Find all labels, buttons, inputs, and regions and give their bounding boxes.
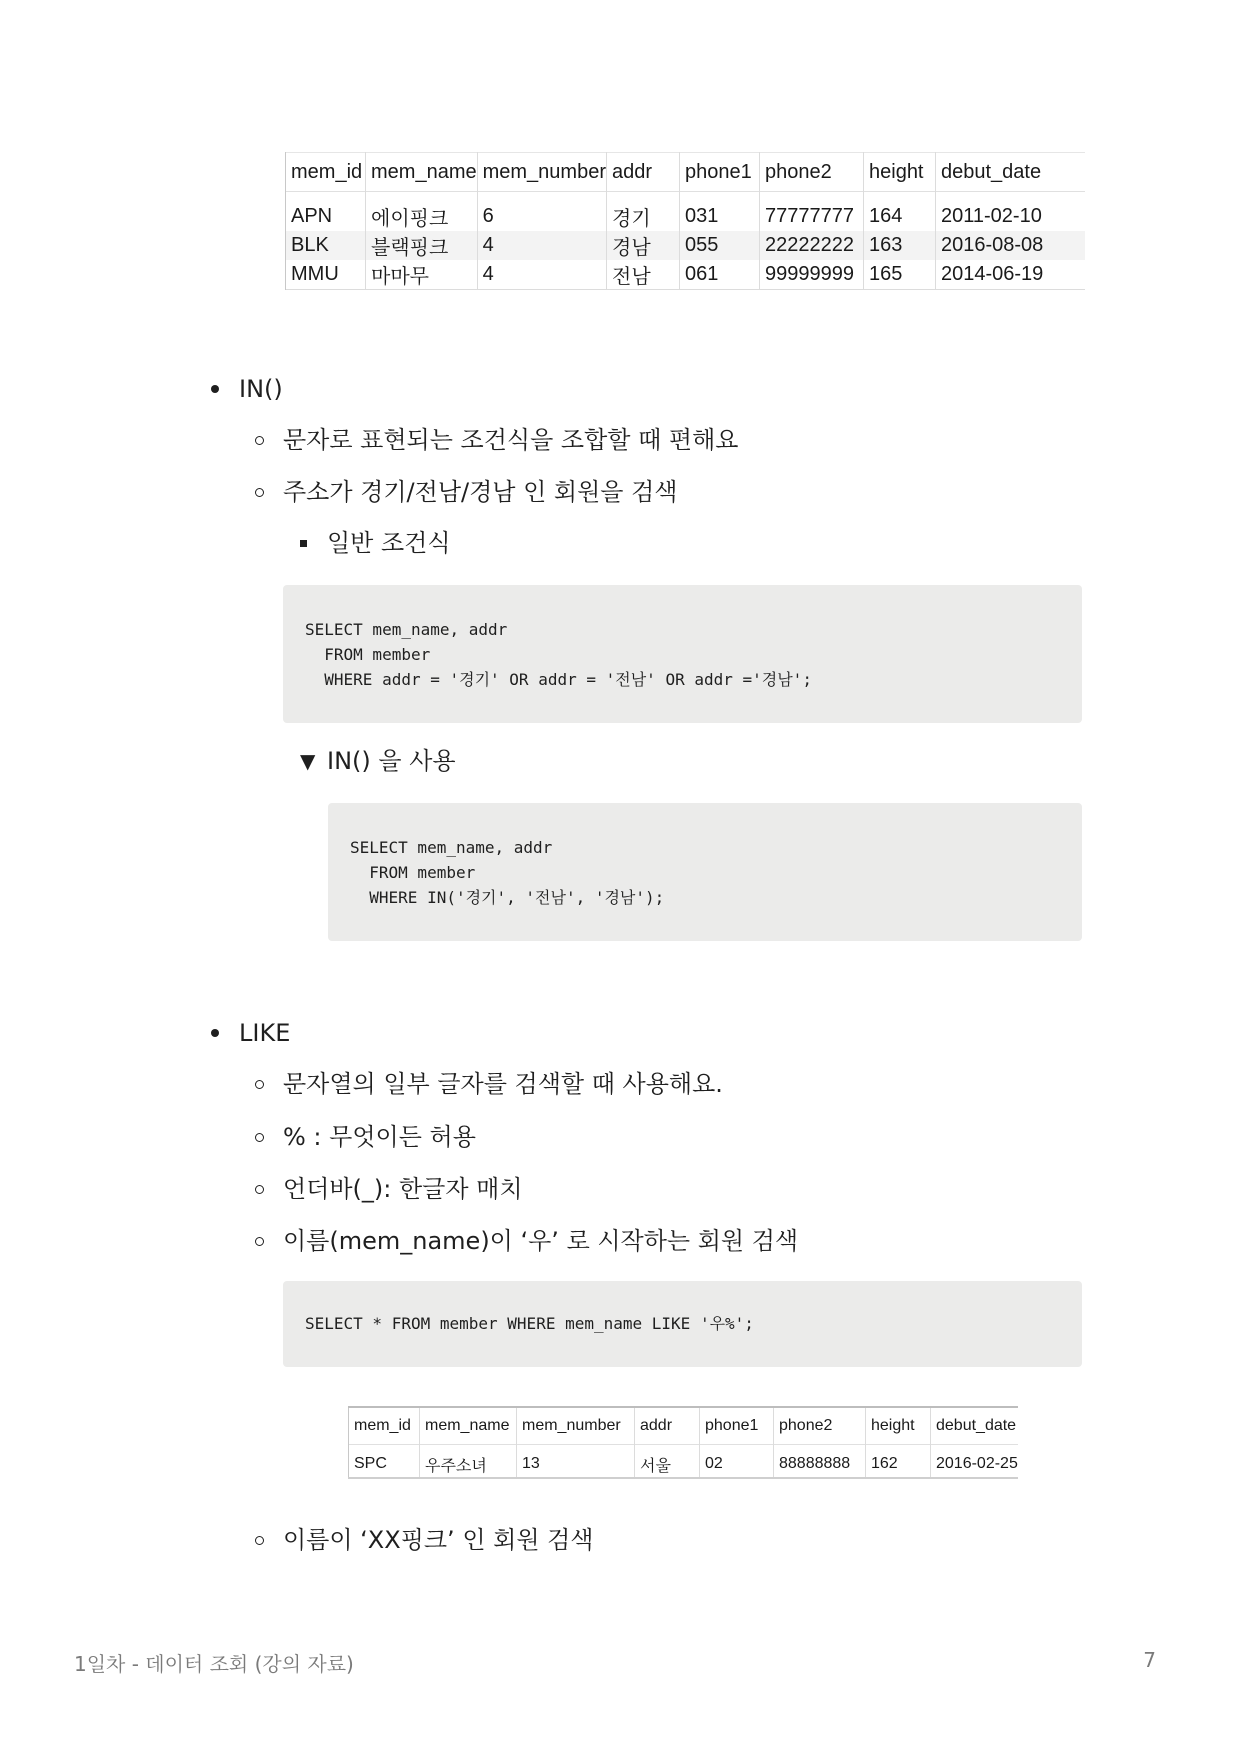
table-cell: 77777777 — [760, 202, 864, 231]
table-cell: BLK — [286, 231, 366, 260]
table-cell: 경남 — [607, 231, 680, 260]
bullet-circle-icon — [255, 436, 264, 445]
table-header-row — [349, 1407, 1019, 1445]
bullet-circle-icon — [255, 1185, 264, 1194]
result-table-like — [348, 1406, 1018, 1479]
bullet-circle-icon — [255, 1133, 264, 1142]
table-cell: 2011-02-10 — [936, 202, 1086, 231]
result-table-member — [285, 152, 1085, 290]
bullet-circle-icon — [255, 488, 264, 497]
bullet-text: % : 무엇이든 허용 — [283, 1123, 476, 1151]
bullet-text: 이름이 ‘XX핑크’ 인 회원 검색 — [283, 1526, 594, 1554]
table-cell: 4 — [477, 260, 606, 290]
table-cell: 블랙핑크 — [366, 231, 478, 260]
section-title-like: LIKE — [239, 1019, 291, 1047]
table-cell: 2016-08-08 — [936, 231, 1086, 260]
page-number: 7 — [1143, 1648, 1156, 1672]
table-row — [286, 202, 1086, 231]
toggle-label[interactable]: IN() 을 사용 — [327, 747, 456, 775]
table-cell: 마마무 — [366, 260, 478, 290]
column-header: mem_number — [477, 153, 606, 192]
table-cell: 22222222 — [760, 231, 864, 260]
bullet-text: 주소가 경기/전남/경남 인 회원을 검색 — [283, 478, 678, 506]
table-cell: 2016-02-25 — [931, 1451, 1019, 1478]
bullet-circle-icon — [255, 1237, 264, 1246]
table-cell: 전남 — [607, 260, 680, 290]
table-cell: APN — [286, 202, 366, 231]
bullet-circle-icon — [255, 1536, 264, 1545]
column-header: mem_name — [420, 1407, 517, 1445]
table-cell: 061 — [680, 260, 760, 290]
table-cell: 경기 — [607, 202, 680, 231]
column-header: debut_date — [936, 153, 1086, 192]
column-header: height — [866, 1407, 931, 1445]
column-header: mem_number — [517, 1407, 635, 1445]
table-cell: 13 — [517, 1451, 635, 1478]
column-header: mem_id — [286, 153, 366, 192]
table-cell: SPC — [349, 1451, 420, 1478]
table-row — [286, 231, 1086, 260]
column-header: height — [864, 153, 936, 192]
column-header: phone2 — [774, 1407, 866, 1445]
table-cell: 2014-06-19 — [936, 260, 1086, 290]
table-cell: MMU — [286, 260, 366, 290]
table-cell: 031 — [680, 202, 760, 231]
table-cell: 서울 — [635, 1451, 700, 1478]
code-block-in: SELECT mem_name, addr FROM member WHERE IN('경기', '전남', '경남'); — [328, 803, 1082, 941]
code-block-like: SELECT * FROM member WHERE mem_name LIKE '우%'; — [283, 1281, 1082, 1367]
table-cell: 99999999 — [760, 260, 864, 290]
column-header: phone1 — [700, 1407, 774, 1445]
bullet-square-icon — [300, 540, 307, 547]
section-title-in: IN() — [239, 375, 283, 403]
bullet-text: 문자열의 일부 글자를 검색할 때 사용해요. — [283, 1070, 723, 1098]
bullet-text: 이름(mem_name)이 ‘우’ 로 시작하는 회원 검색 — [283, 1227, 799, 1255]
table-cell: 162 — [866, 1451, 931, 1478]
table-cell: 02 — [700, 1451, 774, 1478]
bullet-circle-icon — [255, 1080, 264, 1089]
table-cell: 88888888 — [774, 1451, 866, 1478]
bullet-disc-icon — [211, 1029, 219, 1037]
code-block-or-condition: SELECT mem_name, addr FROM member WHERE addr = '경기' OR addr = '전남' OR addr ='경남'; — [283, 585, 1082, 723]
column-header: debut_date — [931, 1407, 1019, 1445]
column-header: mem_name — [366, 153, 478, 192]
table-cell: 4 — [477, 231, 606, 260]
table-cell: 163 — [864, 231, 936, 260]
table-cell: 165 — [864, 260, 936, 290]
column-header: addr — [607, 153, 680, 192]
table-cell: 055 — [680, 231, 760, 260]
table-cell: 에이핑크 — [366, 202, 478, 231]
table-row — [349, 1451, 1019, 1478]
column-header: addr — [635, 1407, 700, 1445]
bullet-text: 언더바(_): 한글자 매치 — [283, 1175, 523, 1203]
bullet-text: 문자로 표현되는 조건식을 조합할 때 편해요 — [283, 426, 739, 454]
toggle-triangle-icon[interactable]: ▼ — [300, 749, 316, 773]
bullet-text: 일반 조건식 — [327, 529, 451, 557]
column-header: phone1 — [680, 153, 760, 192]
table-cell: 6 — [477, 202, 606, 231]
bullet-disc-icon — [211, 385, 219, 393]
column-header: mem_id — [349, 1407, 420, 1445]
column-header: phone2 — [760, 153, 864, 192]
table-cell: 164 — [864, 202, 936, 231]
table-row — [286, 260, 1086, 290]
table-cell: 우주소녀 — [420, 1451, 517, 1478]
table-header-row — [286, 153, 1086, 192]
footer-title: 1일차 - 데이터 조회 (강의 자료) — [74, 1652, 354, 1676]
